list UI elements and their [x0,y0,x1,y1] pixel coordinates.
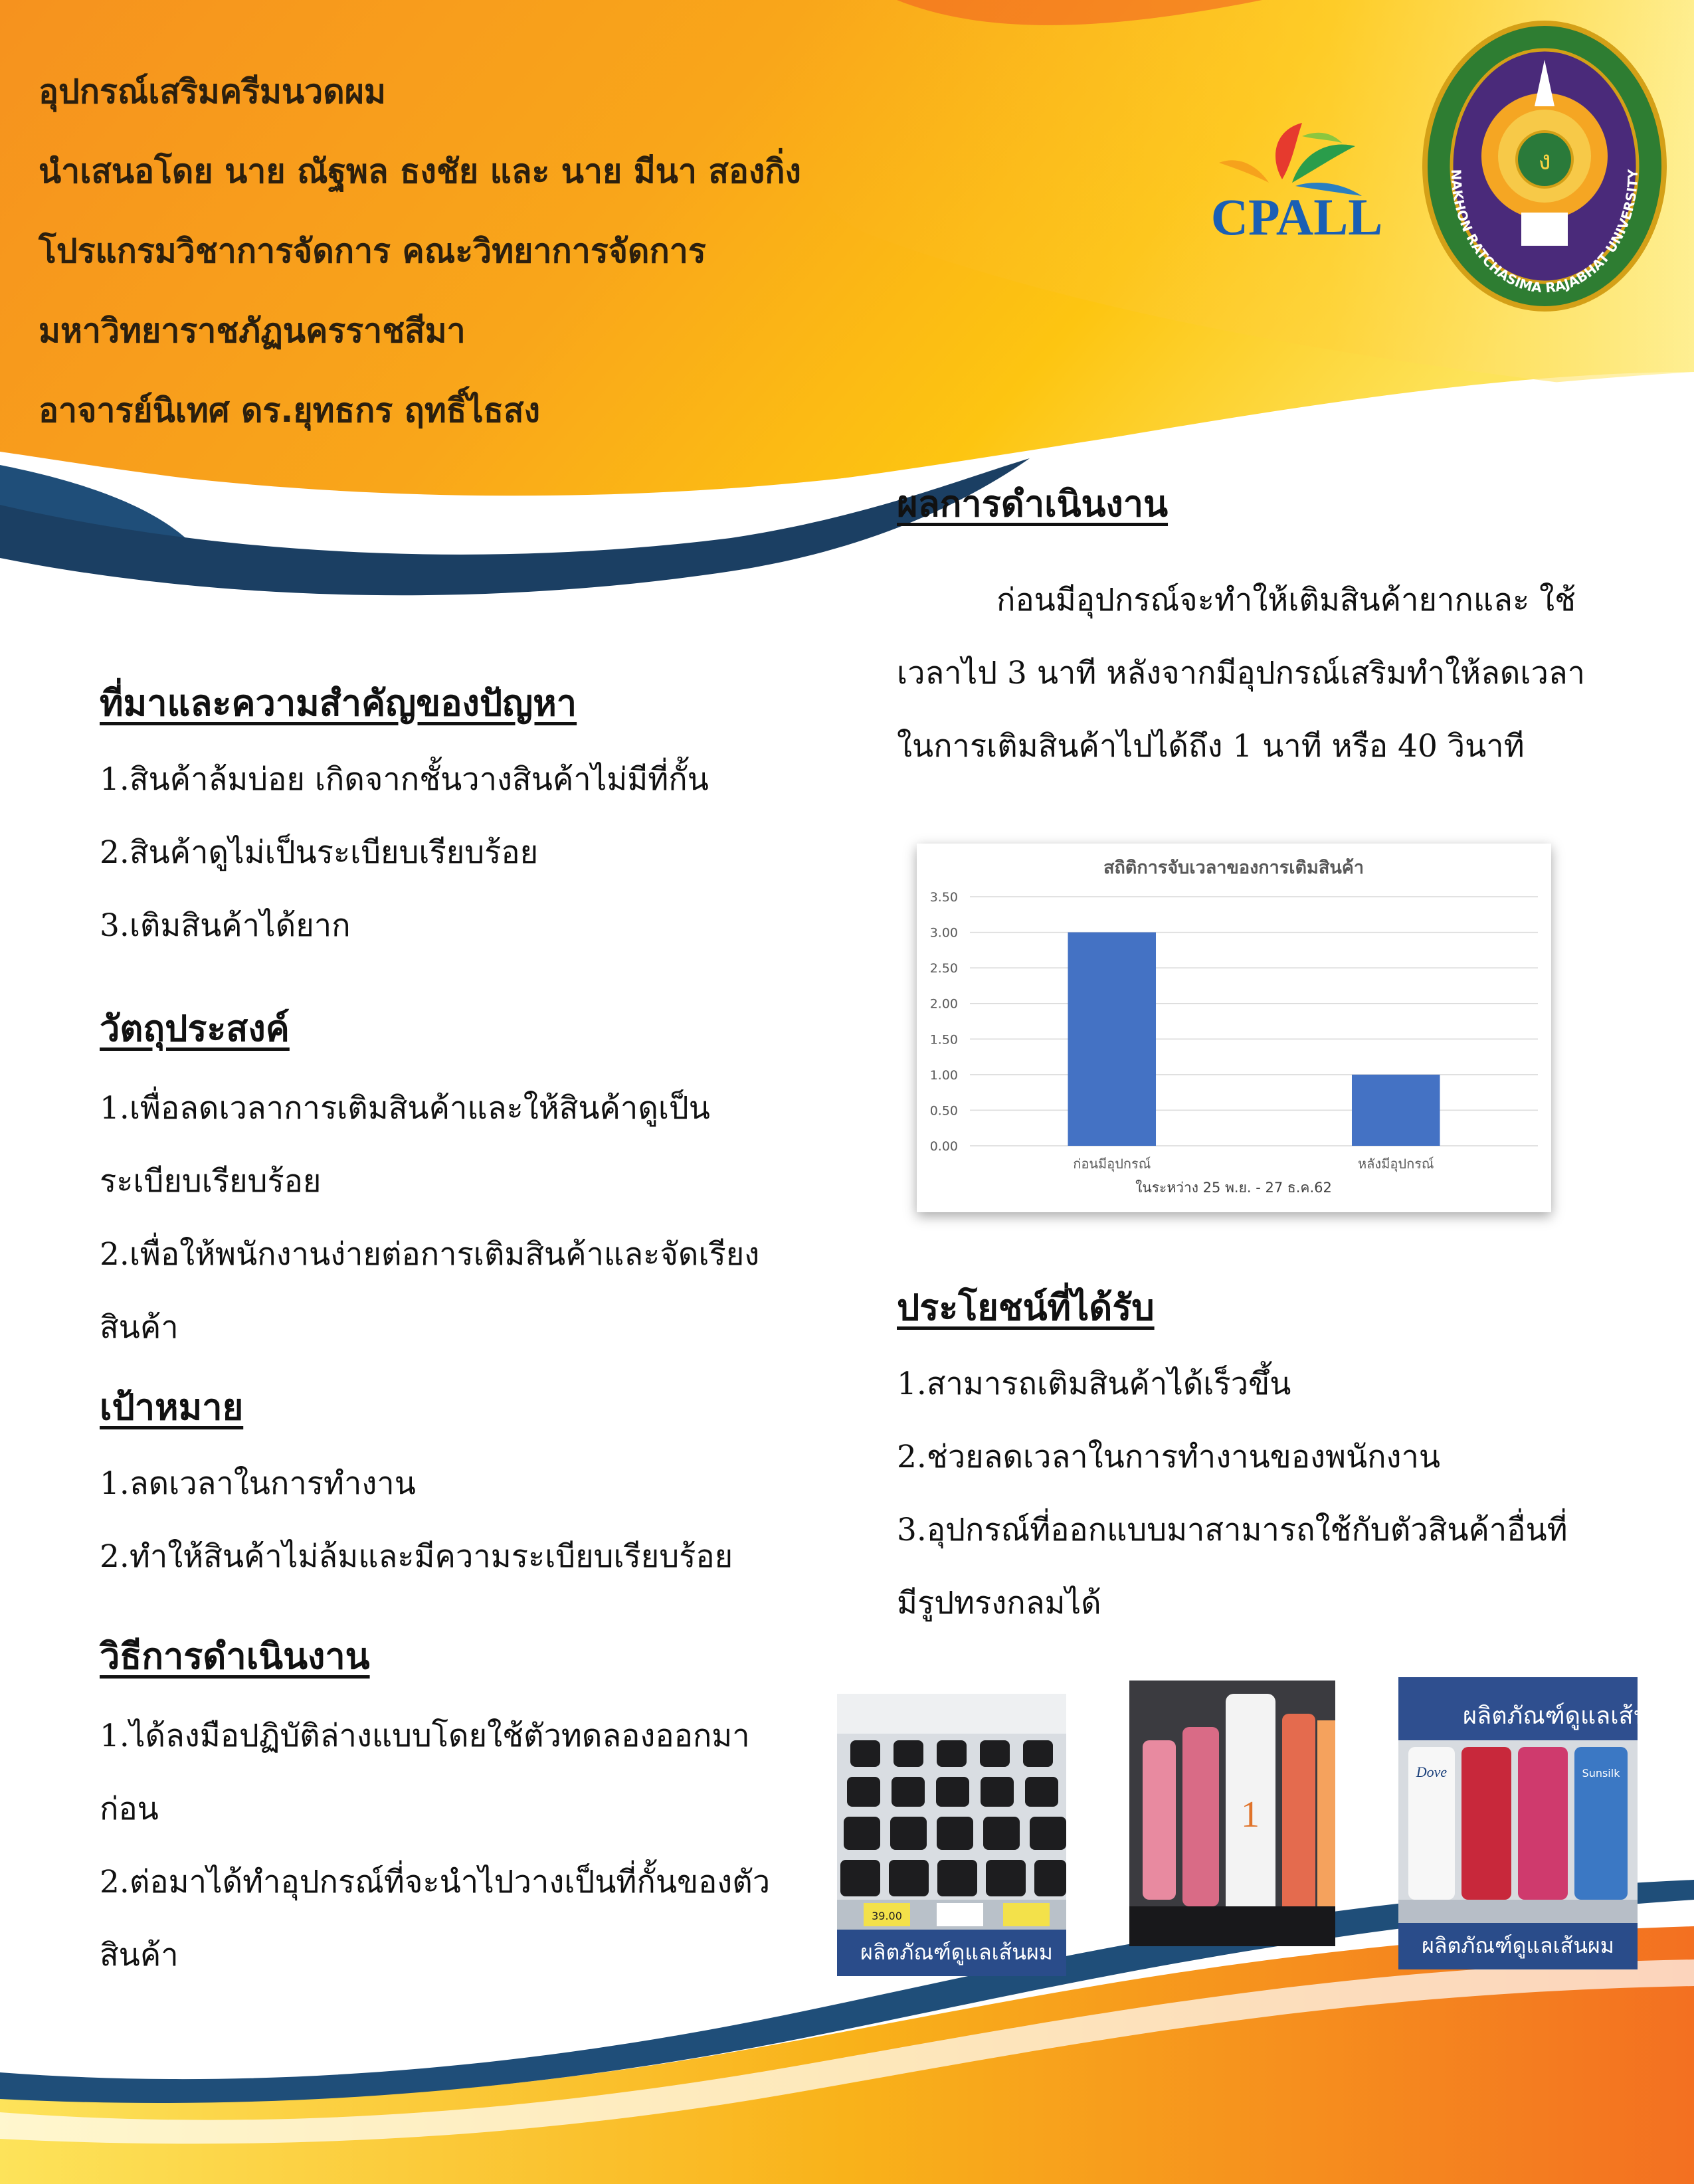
header [39,52,1035,450]
methods-heading: วิธีการดำเนินงาน [100,1635,370,1677]
results-line: เวลาไป 3 นาที หลังจากมีอุปกรณ์เสริมทำให้ลดเวลา [897,655,1586,691]
chart-ytick-label: 0.50 [929,1103,958,1119]
objectives-heading: วัตถุประสงค์ [100,1007,290,1049]
brand-sunsilk: Sunsilk [1582,1767,1620,1779]
cpall-logo [1202,116,1392,246]
chart-ytick-label: 2.00 [929,996,958,1012]
background-item: 1.สินค้าล้มบ่อย เกิดจากชั้นวางสินค้าไม่มีที่กั้น [100,761,709,798]
chart-xlabel: ในระหว่าง 25 พ.ย. - 27 ธ.ค.62 [1135,1180,1332,1196]
goal-item: 2.ทำให้สินค้าไม่ล้มและมีความระเบียบเรียบร้อย [100,1538,733,1575]
benefit-line: 2.ช่วยลดเวลาในการทำงานของพนักงาน [897,1439,1441,1475]
results-heading: ผลการดำเนินงาน [897,482,1169,525]
chart-ytick-label: 2.50 [929,961,958,976]
brand-dove: Dove [1416,1764,1448,1780]
objective-line: 1.เพื่อลดเวลาการเติมสินค้าและให้สินค้าดูเป็น [100,1090,710,1127]
university-seal [1422,20,1667,312]
chart-ytick-label: 1.50 [929,1032,958,1047]
svg-text:1: 1 [1241,1794,1260,1835]
benefits-heading: ประโยชน์ที่ได้รับ [897,1286,1155,1328]
results-line: ในการเติมสินค้าไปได้ถึง 1 นาที หรือ 40 วินาที [897,728,1525,765]
seal-text: NAKHON RATCHASIMA RAJABHAT UNIVERSITY [1448,169,1642,296]
photo-bottles-side [1129,1681,1335,1946]
background-item: 3.เติมสินค้าได้ยาก [100,907,351,944]
method-line: 1.ได้ลงมือปฏิบัติล่างแบบโดยใช้ตัวทดลองออกมา [100,1718,750,1754]
benefit-line: 1.สามารถเติมสินค้าได้เร็วขึ้น [897,1366,1291,1402]
presenters: นำเสนอโดย นาย ณัฐพล ธงชัย และ นาย มีนา สองกิ่ง [39,152,801,191]
chart-ytick-label: 3.00 [929,925,958,941]
price-tag: 39.00 [872,1910,902,1922]
background-heading: ที่มาและความสำคัญของปัญหา [100,682,577,724]
chart-bar [1352,1075,1440,1146]
chart-title: สถิติการจับเวลาของการเติมสินค้า [1103,858,1365,878]
benefit-line: มีรูปทรงกลมได้ [897,1585,1101,1621]
chart-xtick-label: หลังมีอุปกรณ์ [1357,1156,1434,1172]
poster-title: อุปกรณ์เสริมครีมนวดผม [39,72,386,111]
method-line: สินค้า [100,1937,179,1973]
cpall-wordmark: CPALL [1210,188,1383,246]
method-line: 2.ต่อมาได้ทำอุปกรณ์ที่จะนำไปวางเป็นที่กั้นของตัว [100,1864,771,1900]
bar-chart [917,844,1551,1212]
shelf-sign-bottom: ผลิตภัณฑ์ดูแลเส้นผม [1422,1933,1614,1958]
photo-bottles-front [1398,1677,1679,1969]
goals-heading: เป้าหมาย [100,1386,244,1428]
university: มหาวิทยาราชภัฏนครราชสีมา [39,312,466,350]
objective-line: ระเบียบเรียบร้อย [100,1163,322,1200]
advisor: อาจารย์นิเทศ ดร.ยุทธกร ฤทธิ์ไธสง [39,391,540,430]
background-item: 2.สินค้าดูไม่เป็นระเบียบเรียบร้อย [100,834,539,871]
results-line: ก่อนมีอุปกรณ์จะทำให้เติมสินค้ายากและ ใช้ [996,582,1576,618]
chart-ytick-label: 3.50 [929,890,958,905]
program: โปรแกรมวิชาการจัดการ คณะวิทยาการจัดการ [39,232,706,270]
chart-xtick-label: ก่อนมีอุปกรณ์ [1073,1156,1151,1172]
photo-black-holders [837,1694,1066,1976]
shelf-sign: ผลิตภัณฑ์ดูแลเส้นผม [860,1940,1053,1965]
chart-container [917,844,1551,1212]
goal-item: 1.ลดเวลาในการทำงาน [100,1465,416,1502]
method-line: ก่อน [100,1791,159,1827]
svg-text:ง: ง [1538,145,1551,176]
benefit-line: 3.อุปกรณ์ที่ออกแบบมาสามารถใช้กับตัวสินค้าอื่นที่ [897,1512,1568,1548]
chart-bar [1068,933,1156,1146]
objective-line: 2.เพื่อให้พนักงานง่ายต่อการเติมสินค้าและจัดเรียง [100,1236,760,1273]
chart-ytick-label: 0.00 [929,1139,958,1154]
chart-ytick-label: 1.00 [929,1067,958,1083]
shelf-sign-top: ผลิตภัณฑ์ดูแลเส้นผม [1463,1702,1679,1730]
objective-line: สินค้า [100,1309,179,1346]
